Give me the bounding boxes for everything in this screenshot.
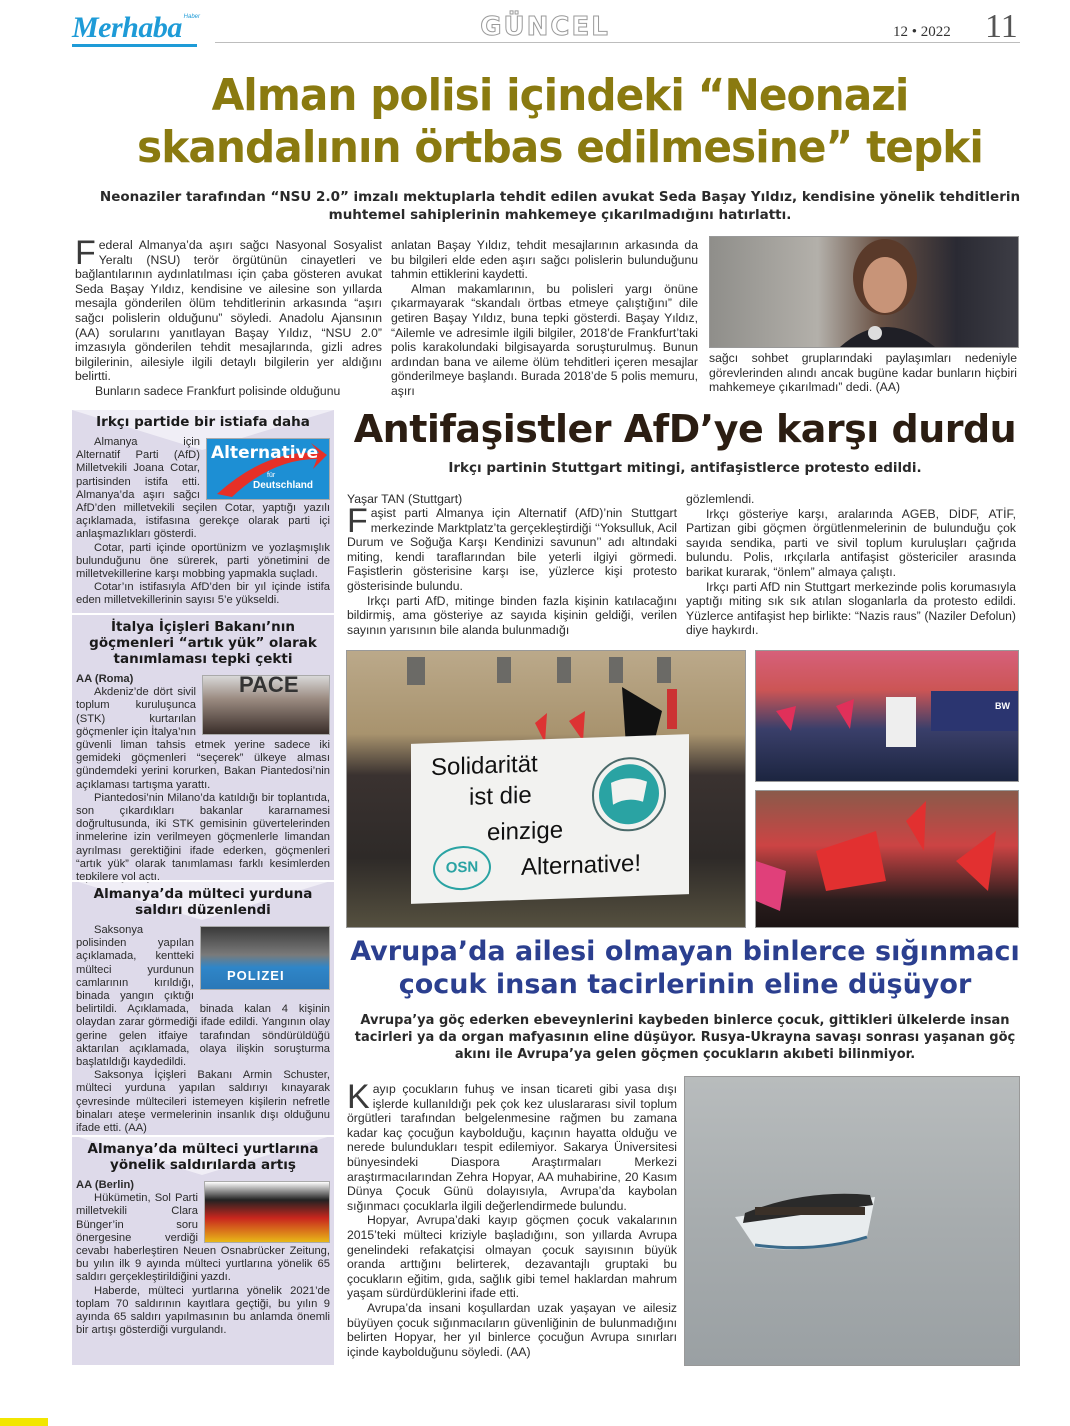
polizei-text: POLIZEI [227,968,285,983]
afd-col1-para1: aşist parti Almanya için Alternatif (AfD)’nin Stuttgart merkezinde Marktplatz’ta gerçekleştirdiği ‘‘Yoksulluk, Acil Durum ve Soğuğa Karşı Kendinizi savunun’’ adı altındaki miting, kendi taraflarından bile yeterli ilgiyi görmedi. Faşistlerin gösterisine karşı ise, yüzlerce kişi protesto gösterisinde bulundu. [347,506,677,593]
sidebar-story-2 [72,613,334,884]
logo-underline [72,44,197,47]
child-lead: Avrupa’ya göç ederken ebeveynlerini kaybeden binlerce çocuk, gittikleri ülkelerde insan tacirleri ya da organ mafyasının eline düşüyor. Rusya-Ukrayna savaşı sonrası yaşanan göç akını ile Avrupa’ya gelen göçmen çocukların akıbeti bilinmiyor. [354,1013,1016,1062]
main-col1-para2: Bunların sadece Frankfurt polisinde olduğunu [95,383,341,398]
child-para1: ayıp çocukların fuhuş ve insan ticareti gibi yasa dışı işlerde kullanıldığı pek çok kez uluslararası sivil toplum örgütleri tarafından belgelenmesine rağmen bu zamana kadar kaç çocuğun kaybolduğu, kaçının hayatta olduğu ve nerede bulundukları tespit edilemiyor. Sakarya Üniversitesi bünyesindeki Diaspora Araştırmaları Merkezi araştırmacılarından Zehra Hopyar, AA muhabirine, 20 Kasım Dünya Çocuk Günü dolayısıyla, Avrupa’da kaybolan sığınmacı çocuklarla ilgili değerlendirmede bulundu. [347,1082,677,1213]
afd-col1-para2: Irkçı parti AfD, mitinge binden fazla kişinin katılacağını bildirmiş, ama gösteriye az sayıda kişinin geldiği, verilen sayının yarısının bile alanda bulunmadığı [347,593,677,637]
osn-logo: OSN [433,845,491,891]
main-headline-line1: Alman polisi içindeki “Neonazi [211,70,909,121]
child-para2: Hopyar, Avrupa’daki kayıp göçmen çocuk vakalarının 2015’teki mülteci kriziyle başladığını, son yıllarda Avrupa genelindeki refakatçisi olmayan çocuk sayısının büyük oranda arttığını belirterek, dezavantajlı gruptaki bu çocukların eğitim, gıda, sağlık gibi temel haklardan mahrum yaşam sürdürdüklerini ifade etti. [347,1213,677,1301]
portrait-illustration [710,237,1018,347]
sidebar-story-2-para: Piantedosi’nin Milano’da katıldığı bir toplantıda, son çıkardıkları bakanlar kararnamesi doğrultusunda, iki STK gemisinin güvertelerinden inmelerine izin verilmeyen göçmenlerle limandan ayrılması gerektiğini ifade ederken, göçmenleri “artık yük” olarak tanımlaması farklı kesimlerden tepkilere yol açtı. [76,791,330,884]
child-headline-line1: Avrupa’da ailesi olmayan binlerce sığınmacı [350,936,1020,967]
header-rule [215,42,1020,43]
main-column-2 [391,238,698,399]
afd-col2-para2: Irkçı gösteriye karşı, aralarında AGEB, DİDF, ATİF, Partizan gibi göçmen örgütlenmelerinin de bulunduğu çok sayıda sendika, parti ve sivil toplum kuruluşları çağrıda bulundu. Polis, ırkçılarla antifaşist göstericiler arasında barikat kurarak, “önlem” almaya çalıştı. [686,506,1016,579]
hands-flag-photo [204,1181,330,1243]
dropcap: F [347,502,368,540]
child-column [347,1078,677,1359]
logo-text: Merhaba [72,11,182,44]
migrant-boat-photo [684,1076,1020,1366]
sidebar [72,410,334,1365]
sidebar-story-3-title: Almanya’da mülteci yurduna saldırı düzenlendi [93,886,313,918]
sidebar-story-1-para: Cotar, parti içinde oportünizm ve yozlaşmışlık bulunduğunu öne sürerek, parti yönetimini de milletvekillerine karşı mobbing yapmakla suçladı. [76,541,330,581]
sidebar-story-2-body [72,673,334,884]
child-headline-line2: çocuk insan tacirlerinin eline düşüyor [398,969,972,1000]
sidebar-story-3-para: Saksonya İçişleri Bakanı Armin Schuster, mülteci yurduna yapılan saldırıyı kınayarak çevresinde mültecileri istemeyen kişilerin nefretle binaları ateşe vermelerinin insanlık dışı olduğunu ifade etti. (AA) [76,1069,330,1135]
afd-logo-text: Alternative [211,443,319,463]
sidebar-story-4 [72,1135,334,1337]
afd-logo-deutschland: Deutschland [253,480,314,491]
afd-col2-para1: gözlemlendi. [686,492,755,506]
sidebar-story-3 [72,880,334,1135]
afd-headline: Antifaşistler AfD’ye karşı durdu [353,407,1017,451]
solidarity-banner-photo [346,650,746,928]
police-line-scene [756,651,1018,781]
banner-line-1: Solidarität [431,750,538,782]
sidebar-story-1-body [72,436,334,608]
sidebar-story-1-title: Irkçı partide bir istiafa daha [96,414,310,430]
sidebar-story-1-para: Almanya için Alternatif Parti (AfD) Milletvekili Joana Cotar, partisinden istifa etti. Almanya’da aşırı sağcı AfD’den milletvekili seçilen Cotar, yaptığı yazılı açıklamada, istifasına gerekçe olarak parti içi anlaşmazlıkları gösterdi. [76,436,330,541]
sidebar-story-4-title: Almanya’da mülteci yurtlarına yönelik saldırılarda artış [87,1141,319,1173]
sidebar-story-2-dateline: AA (Roma) [76,673,134,685]
sidebar-story-2-para: Akdeniz’de dört sivil toplum kuruluşunca (STK) kurtarılan göçmenler için İtalya’nın güvenli liman tahsis etmek yerine sadece iki gemideki göçmenleri “seçerek” ülkeye alması gündemdeki yerini korurken, Bakan Piantedosi’nin açıklaması tartışma yarattı. [76,686,330,791]
dropcap: F [75,234,96,272]
masthead-logo [72,11,202,46]
sidebar-story-2-title: İtalya İçişleri Bakanı’nın göçmenleri “artık yük” olarak tanımlaması tepki çekti [89,619,317,667]
main-lead: Neonaziler tarafından “NSU 2.0” imzalı mektuplarla tehdit edilen avukat Seda Başay Yıldız, kendisine yönelik tehditlerin muhtemel sahiplerinin mahkemeye çıkarılmadığını hatırlattı. [99,189,1021,223]
red-flags-photo [755,790,1019,928]
main-col3-para1: sağcı sohbet gruplarındaki paylaşımları nedeniyle görevlerinden alındı ancak bugüne kadar bunların hiçbiri mahkemeye çıkarılmadı” dedi. (AA) [709,351,1017,395]
sidebar-story-1-para: Cotar’ın istifasıyla AfD’den bir yıl içinde istifa eden milletvekillerinin sayısı 5’e yükseldi. [76,581,330,607]
main-col1-para1: ederal Almanya’da aşırı sağcı Nasyonal Sosyalist Yeraltı (NSU) terör örgütünün cinayetleri ve bağlantılarının aydınlatılması için çaba gösteren avukat Seda Başay Yıldız, kendisine ve ailesine son yıllarda mesajla gönderilen ölüm tehditlerinin arkasında “aşırı sağcı polislerin olduğunu” söyledi. Anadolu Ajansının (AA) sorularını yanıtlayan Başay Yıldız, “NSU 2.0” imzasıyla gönderilen tehdit mesajlarında, gizli adres bilgilerinin, ailesiyle ilgili detaylı bilgilerin yer aldığını belirtti. [75,238,382,384]
dropcap: K [347,1078,370,1116]
antifa-flag-icon [589,753,669,836]
sidebar-story-4-dateline: AA (Berlin) [76,1179,135,1191]
banner-line-2: ist die [469,781,532,811]
police-car-photo [200,926,330,990]
sidebar-story-4-body [72,1179,334,1337]
child-para3: Avrupa’da insani koşullardan uzak yaşayan ve ailesiz büyüyen çocuk sığınmacıların güvenliğinin de bulunmadığını belirten Hopyar, her yıl binlerce çocuğun Avrupa sınırları içinde kaybolduğunu söyledi. (AA) [347,1300,677,1359]
afd-column-1 [347,502,677,637]
afd-logo-image [206,438,330,500]
afd-logo-fur: für [267,472,276,479]
afd-byline: Yaşar TAN (Stuttgart) [347,492,463,506]
sidebar-story-1 [72,410,334,608]
banner-line-4: Alternative! [521,849,642,882]
red-flags-scene [756,791,1018,927]
sidebar-story-4-para: Hükümetin, Sol Parti milletvekili Clara Bünger’in soru önergesine verdiği cevabı haberleştiren Neuen Osnabrücker Zeitung, bu yılın ilk 9 ayında mülteci yurtlarına yönelik 65 saldırı gerçekleştirildiğini yazdı. [76,1192,330,1284]
banner-line-3: einzige [487,816,564,847]
main-column-1 [75,234,382,399]
main-headline-line2: skandalının örtbas edilmesine” tepki [137,122,983,173]
sidebar-story-3-para: Saksonya polisinden yapılan açıklamada, kentteki mülteci yurdunun camlarının kırıldığı, binada yangın çıktığı belirtildi. Açıklamada, binada kalan 4 kişinin olaydan zarar görmediği ifade edildi. Yangının olay gerine gelen itfaiye tarafından söndürüldüğü aktarılan açıklamada, olaya ilişkin soruşturma başlatıldığı kaydedildi. [76,924,330,1069]
page-number: 11 [985,8,1018,45]
sidebar-story-4-para: Haberde, mülteci yurtlarına yönelik 2021’de toplam 70 saldırının kayıtlara geçtiği, bu yılın 9 ayında 65 saldırı yapılmasının bu anlamda önemli bir artışı gösterdiği vurgulandı. [76,1284,330,1337]
solidarity-banner [411,734,689,904]
police-line-photo [755,650,1019,782]
pace-banner-text: PACE [239,672,299,697]
pace-protest-photo [202,672,330,735]
section-name: GÜNCEL [480,12,610,42]
issue-date: 12 • 2022 [893,24,951,40]
main-column-3 [709,351,1017,395]
afd-column-2 [686,492,1016,638]
sidebar-story-3-body [72,924,334,1135]
page-corner-mark [0,1418,48,1426]
afd-subheadline: Irkçı partinin Stuttgart mitingi, antifaşistlerce protesto edildi. [448,460,922,476]
police-van-label: BW [995,701,1010,711]
child-headline [345,935,1025,1001]
main-col2-para2: Alman makamlarının, bu polisleri yargı önüne çıkarmayarak “skandalı örtbas etmeye çalıştığını” dile getiren Başay Yıldız, buna tepki gösterdi. Başay Yıldız, “Ailemle ve adresimle ilgili bilgiler, 2018’de Frankfurt’taki polis karakolundaki bilgisayarda soruşturulmuş. Bunun ardından bana ve aileme ölüm tehditleri içeren mesajlar gönderilmeye başlandı. Burada 2018’de 5 polis memuru, aşırı [391,281,698,398]
migrant-boat-scene [685,1077,1019,1365]
afd-col2-para3: Irkçı parti AfD nin Stuttgart merkezinde polis korumasıyla yaptığı miting sık sık atılan sloganlarla da protesto edildi. Yüzlerce antifaşist hep birlikte: “Nazis raus” (Naziler Defolun) diye haykırdı. [686,579,1016,638]
logo-subtext: Haber [183,14,200,20]
main-headline [80,70,1040,174]
seda-basay-yildiz-photo [709,236,1019,348]
main-col2-para1: anlatan Başay Yıldız, tehdit mesajlarının arkasında da bu bilgileri elde eden aşırı sağcı polislerin bulunduğunu tahmin ettiklerini kaydetti. [391,238,698,282]
